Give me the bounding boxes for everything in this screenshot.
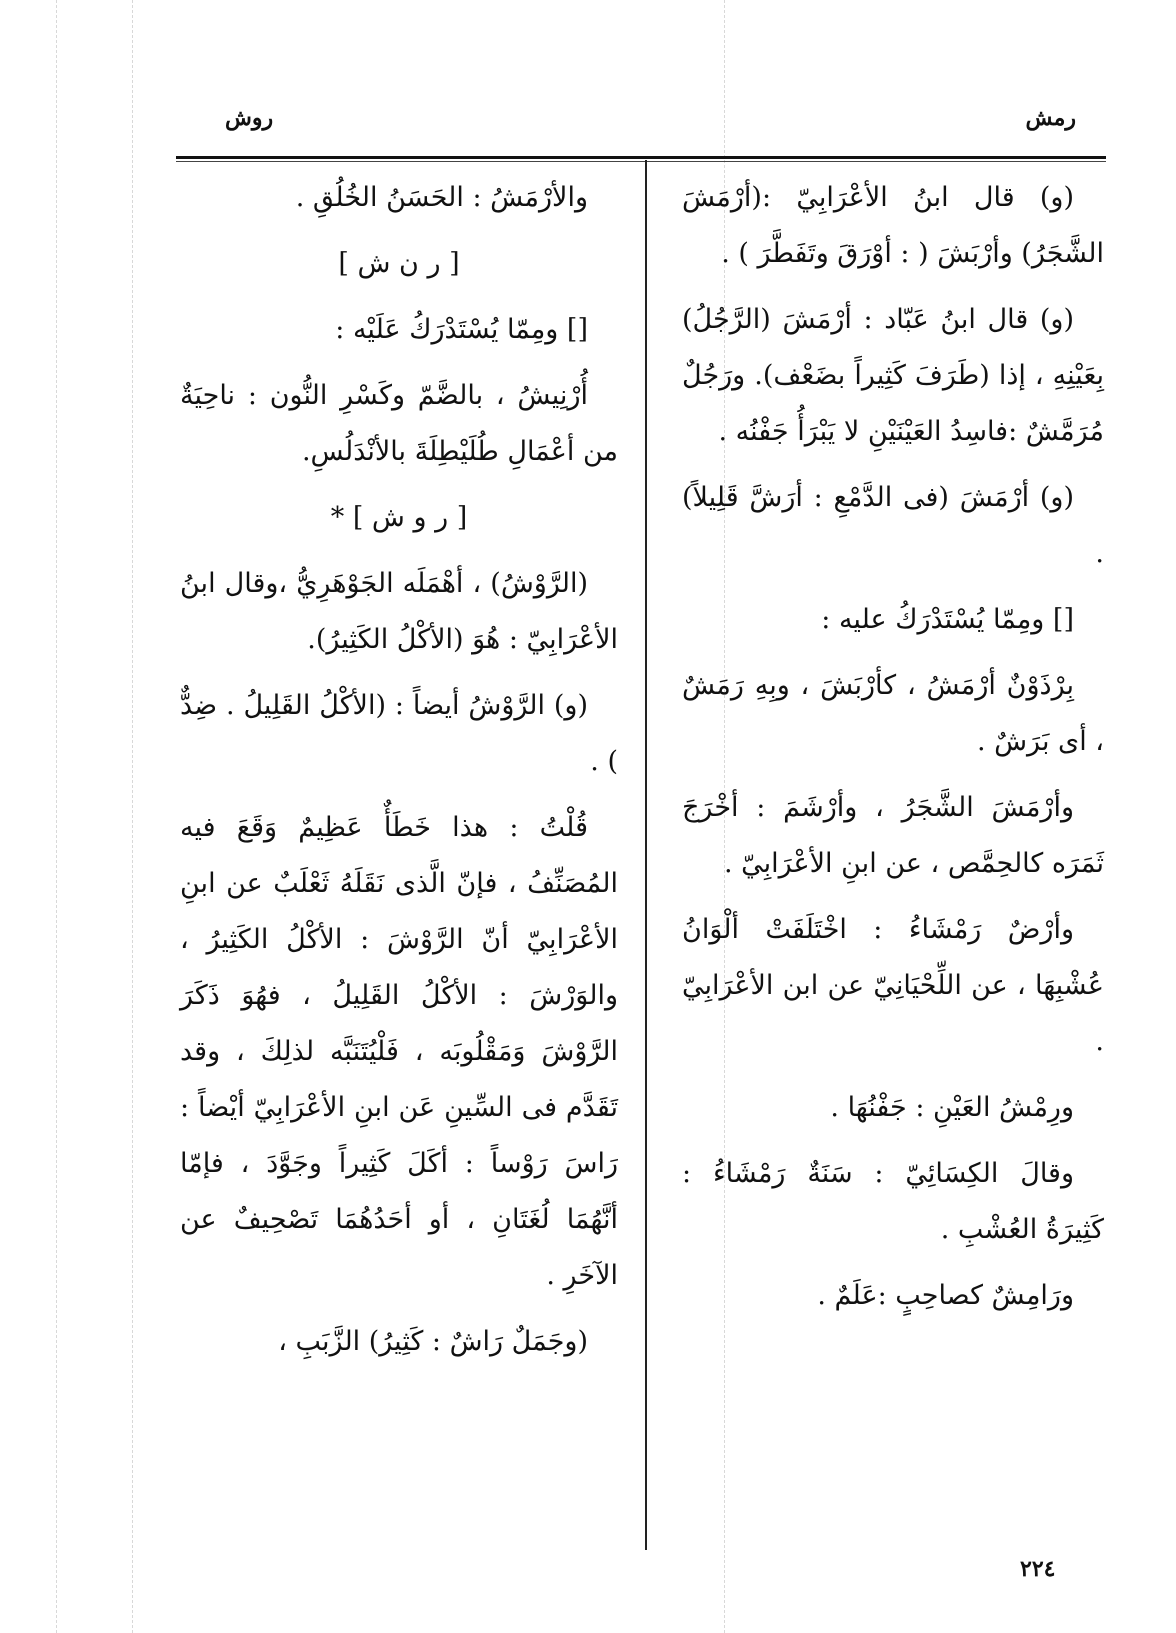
entry-paragraph: وأرْمَشَ الشَّجَرُ ، وأرْشَمَ : أخْرَجَ ثَمَرَه كالحِمَّص ، عن ابنِ الأعْرَابِيّ .	[682, 792, 1104, 879]
entry-paragraph: ورَامِشٌ كصاحِبٍ :عَلَمٌ .	[817, 1280, 1074, 1311]
entry-paragraph: (و) قال ابنُ عَبّاد : أرْمَشَ (الرَّجُلُ) بِعَيْنِهِ ، إذا (طَرَفَ كَثِيراً بضَعْف). ورَجُلٌ مُرَمَّشٌ :فاسِدُ العَيْنَيْنِ لا يَبْرَأُ جَفْنُه .	[682, 304, 1104, 447]
header-rule	[176, 156, 1106, 159]
entry-paragraph: والأرْمَشُ : الحَسَنُ الخُلُقِ .	[295, 182, 588, 213]
scan-fold-line	[132, 0, 133, 1633]
entry-paragraph: وأرْضٌ رَمْشَاءُ : اخْتَلَفَتْ ألْوَانُ عُشْبِهَا ، عن اللِّحْيَانِيّ عن ابن الأعْرَابِيّ .	[682, 914, 1104, 1057]
entry-paragraph: (وجَمَلٌ رَاشٌ : كَثِيرُ) الزَّبَبِ ،	[278, 1326, 588, 1357]
entry-paragraph: ورِمْشُ العَيْنِ : جَفْنُهَا .	[830, 1092, 1074, 1123]
entry-paragraph: أُرْنِيشُ ، بالضَّمّ وكَسْرِ النُّون : ناحِيَةٌ من أعْمَالِ طُلَيْطِلَةَ بالأنْدَلُسِ.	[180, 380, 618, 467]
entry-paragraph: [] ومِمّا يُسْتَدْرَكُ عَلَيْه :	[335, 314, 588, 345]
entry-paragraph: وقالَ الكِسَائِيّ : سَنَةٌ رَمْشَاءُ : كَثِيرَةُ العُشْبِ .	[682, 1158, 1104, 1245]
running-head-right: رمش	[1025, 105, 1076, 131]
entry-paragraph: (و) أرْمَشَ (فى الدَّمْعِ : أرَشَّ قَلِيلاً) .	[682, 482, 1104, 569]
header-rule-thin	[176, 161, 1106, 162]
running-head-left: روش	[225, 105, 274, 131]
entry-paragraph: (و) قال ابنُ الأعْرَابِيّ :(أرْمَشَ الشَّجَرُ) وأرْبَشَ ( : أوْرَقَ وتَفَطَّرَ ) .	[682, 182, 1104, 269]
entry-paragraph: [] ومِمّا يُسْتَدْرَكُ عليه :	[821, 604, 1074, 635]
column-divider	[645, 160, 647, 1550]
entry-paragraph: بِرْذَوْنٌ أرْمَشُ ، كأرْبَشَ ، وبِهِ رَمَشٌ ، أى بَرَشٌ .	[682, 670, 1104, 757]
entry-paragraph: (و) الرَّوْشُ أيضاً : (الأكْلُ القَلِيلُ . ضِدٌّ ) .	[180, 690, 618, 777]
root-heading: [ ر ن ش ]	[338, 248, 460, 279]
page-number: ٢٢٤	[1020, 1556, 1056, 1582]
right-column	[682, 170, 1104, 1334]
entry-paragraph: قُلْتُ : هذا خَطَأٌ عَظِيمٌ وَقَعَ فيه المُصَنِّفُ ، فإنّ الَّذى نَقَلَهُ ثَعْلَبٌ عن ابنِ الأعْرَابِيّ أنّ الرَّوْشَ : الأكْلُ الكَثِيرُ ، والوَرْشَ : الأكْلُ القَلِيلُ ، فهُوَ ذَكَرَ الرَّوْشَ وَمَقْلُوبَه ، فَلْيُتَنَبَّه لذلِكَ ، وقد تَقَدَّم فى السِّينِ عَن ابنِ الأعْرَابِيّ أيْضاً : رَاسَ رَوْساً : أكَلَ كَثِيراً وجَوَّدَ ، فإمّا أنَّهُمَا لُغَتَانِ ، أو أحَدُهُمَا تَصْحِيفٌ عن الآخَرِ .	[180, 812, 618, 1291]
entry-paragraph: (الرَّوْشُ) ، أهْمَلَه الجَوْهَرِيُّ ،وقال ابنُ الأعْرَابِيّ : هُوَ (الأكْلُ الكَثِيرُ).	[180, 568, 618, 655]
scan-fold-line	[56, 0, 57, 1633]
left-column	[180, 170, 618, 1380]
root-heading: [ ر و ش ] *	[330, 502, 468, 533]
